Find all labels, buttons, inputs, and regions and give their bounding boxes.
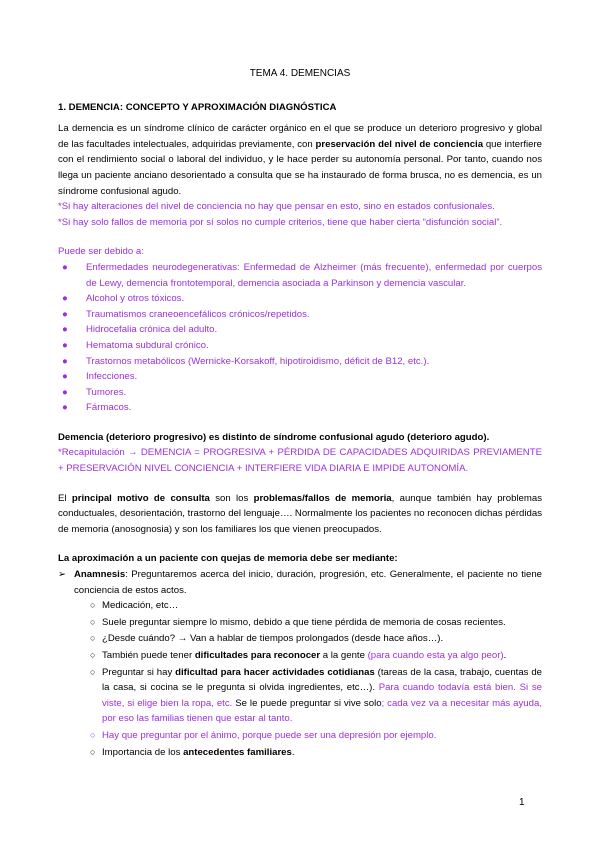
- list-item: ● Hidrocefalia crónica del adulto.: [62, 324, 218, 336]
- list-item: ○ Hay que preguntar por el ánimo, porque puede ser una depresión por ejemplo.: [90, 729, 437, 741]
- list-item: ○ También puede tener dificultades para reconocer a la gente (para cuando esta ya algo peor).: [90, 650, 507, 661]
- distinct-statement: Demencia (deterioro progresivo) es distinto de síndrome confusional agudo (deterioro agudo).: [58, 431, 490, 443]
- intro-bold: preservación del nivel de conciencia: [315, 138, 484, 150]
- recap-note: *Recapitulación → DEMENCIA = PROGRESIVA + PÉRDIDA DE CAPACIDADES ADQUIRIDAS PREVIAMENTE + PRESERVACIÓN NIVEL CONCIENCIA + INTERFIERE VIDA DIARIA E IMPIDE AUTONOMÍA.: [58, 447, 542, 475]
- list-item: ○ Importancia de los antecedentes familiares.: [90, 746, 295, 758]
- anamnesis-sublist: [58, 598, 542, 760]
- list-item: ● Trastornos metabólicos (Wernicke-Korsakoff, hipotiroidismo, déficit de B12, etc.).: [62, 355, 430, 367]
- arrow-bullet-icon: ➢: [58, 569, 67, 581]
- motive-paragraph: El principal motivo de consulta son los problemas/fallos de memoria, aunque también hay problemas conductuales, desorientación, trastorno del lenguaje…. Normalmente los pacientes no reconocen dichas pérdidas de memoria (anosognosia) y son los familiares los que vienen preocupados.: [58, 492, 542, 535]
- document-title: TEMA 4. DEMENCIAS: [249, 68, 351, 79]
- list-item: ● Alcohol y otros tóxicos.: [62, 293, 185, 305]
- section-heading: 1. DEMENCIA: CONCEPTO Y APROXIMACIÓN DIAGNÓSTICA: [58, 101, 337, 113]
- anamnesis-item: ➢ Anamnesis: Preguntaremos acerca del inicio, duración, progresión, etc. Generalmente, el paciente no tiene conciencia de estos actos.: [58, 569, 542, 596]
- intro-text-2: que interfiere con el rendimiento social o laboral del individuo, y le hace perder su autonomía personal. Por tanto, cuando nos llega un paciente anciano desorientado a consulta que se ha instaurado de forma brusca, no es demencia, es un síndrome confusional agudo.: [58, 138, 542, 197]
- causes-heading: Puede ser debido a:: [58, 246, 144, 258]
- list-item: ● Enfermedades neurodegenerativas: Enfermedad de Alzheimer (más frecuente), enfermedad por cuerpos de Lewy, demencia frontotemporal, demencia asociada a Parkinson y demencia vascular.: [62, 261, 542, 289]
- list-item: ○ Medicación, etc…: [90, 600, 179, 612]
- note-memoria: *Si hay solo fallos de memoria por sí solos no cumple criterios, tiene que haber cierta “disfunción social”.: [58, 216, 503, 228]
- note-conciencia: *Si hay alteraciones del nivel de conciencia no hay que pensar en esto, sino en estados confusionales.: [58, 201, 495, 213]
- list-item: ○ Preguntar si hay dificultad para hacer actividades cotidianas (tareas de la casa, trabajo, cuentas de la casa, si cocina se le pregunta si olvida ingredientes, etc…). Para cuando todavía está bien. Si se viste, si elige bien la ropa, etc. Se le puede preguntar si vive solo; cada vez va a necesitar más ayuda, por eso las familias tienen que estar al tanto.: [90, 666, 543, 725]
- intro-text: La demencia es un síndrome clínico de carácter orgánico en el que se produce un deterioro progresivo y global de las facultades intelectuales, adquiridas previamente, con: [58, 123, 542, 150]
- document-page: [58, 66, 542, 761]
- list-item: ● Infecciones.: [62, 371, 138, 383]
- causes-list: [58, 260, 542, 416]
- list-item: ● Hematoma subdural crónico.: [62, 339, 209, 351]
- list-item: ● Fármacos.: [62, 402, 132, 414]
- approach-heading: La aproximación a un paciente con quejas de memoria debe ser mediante:: [58, 553, 398, 565]
- list-item: ● Traumatismos craneoencefálicos crónicos/repetidos.: [62, 308, 310, 320]
- page-number: 1: [519, 797, 525, 808]
- list-item: ● Tumores.: [62, 386, 127, 398]
- intro-paragraph: [58, 121, 542, 199]
- list-item: ○ ¿Desde cuándo? → Van a hablar de tiempos prolongados (desde hace años…).: [90, 633, 444, 645]
- list-item: ○ Suele preguntar siempre lo mismo, debido a que tiene pérdida de memoria de cosas recientes.: [90, 616, 506, 628]
